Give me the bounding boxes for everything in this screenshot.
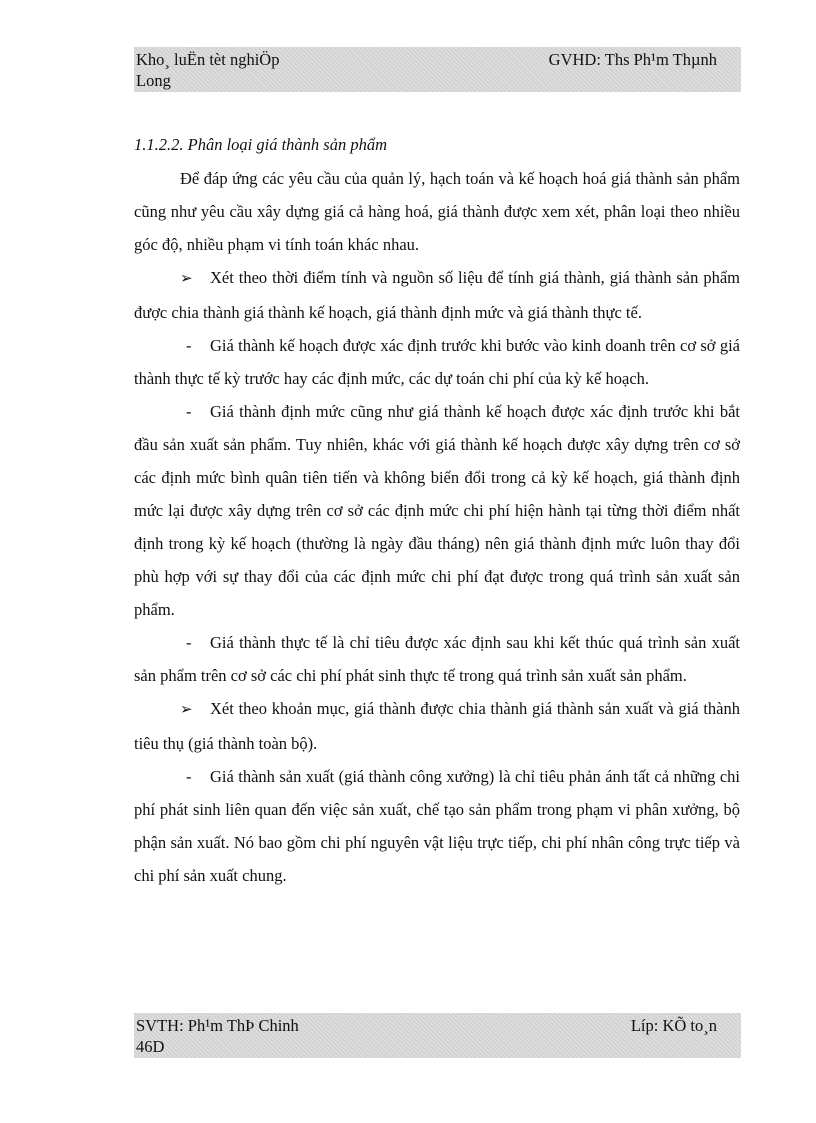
arrow-bullet-icon: ➢ xyxy=(180,702,193,718)
header-thesis-label: Kho¸ luËn tèt nghiÖp xyxy=(136,50,280,69)
header-advisor: GVHD: Ths Ph¹m Thµnh xyxy=(548,50,717,69)
document-body xyxy=(134,128,740,892)
paragraph-text: Xét theo thời điểm tính và nguồn số liệu để tính giá thành, giá thành sản phẩm được chia thành giá thành kế hoạch, giá thành định mức và giá thành thực tế. xyxy=(134,268,740,322)
footer-class: Líp: KÕ to¸n xyxy=(630,1016,717,1035)
dash-bullet: - xyxy=(186,633,192,652)
dash-bullet-paragraph xyxy=(134,395,740,626)
dash-bullet-paragraph xyxy=(134,626,740,692)
footer-class-number: 46D xyxy=(136,1037,165,1056)
page-header xyxy=(134,47,741,92)
dash-bullet-paragraph xyxy=(134,329,740,395)
section-title: 1.1.2.2. Phân loại giá thành sản phẩm xyxy=(134,135,388,154)
paragraph-text: Giá thành sản xuất (giá thành công xưởng) là chỉ tiêu phản ánh tất cả những chi phí phát sinh liên quan đến việc sản xuất, chế tạo sản phẩm trong phạm vi phân xưởng, bộ phận sản xuất. Nó bao gồm chi phí nguyên vật liệu trực tiếp, chi phí nhân công trực tiếp và chi phí sản xuất chung. xyxy=(134,767,740,885)
dash-bullet: - xyxy=(186,767,192,786)
paragraph-text: Giá thành thực tế là chỉ tiêu được xác định sau khi kết thúc quá trình sản xuất sản phẩm trên cơ sở các chi phí phát sinh thực tế trong quá trình sản xuất sản phẩm. xyxy=(134,633,740,685)
dash-bullet: - xyxy=(186,336,192,355)
paragraph-text: Để đáp ứng các yêu cầu của quản lý, hạch toán và kế hoạch hoá giá thành sản phẩm cũng như yêu cầu xây dựng giá cả hàng hoá, giá thành được xem xét, phân loại theo nhiều góc độ, nhiều phạm vi tính toán khác nhau. xyxy=(134,169,740,254)
dash-bullet-paragraph xyxy=(134,760,740,892)
paragraph-text: Giá thành định mức cũng như giá thành kế hoạch được xác định trước khi bắt đầu sản xuất sản phẩm. Tuy nhiên, khác với giá thành kế hoạch được xây dựng trên cơ sở các định mức bình quân tiên tiến và không biến đổi trong cả kỳ kế hoạch, giá thành định mức lại được xây dựng trên cơ sở các định mức chi phí hiện hành tại từng thời điểm nhất định trong kỳ kế hoạch (thường là ngày đầu tháng) nên giá thành định mức luôn thay đổi phù hợp với sự thay đổi của các định mức chi phí đạt được trong quá trình sản xuất sản phẩm. xyxy=(134,402,740,619)
paragraph xyxy=(134,162,740,261)
footer-student: SVTH: Ph¹m ThÞ Chinh xyxy=(136,1016,299,1035)
header-advisor-surname: Long xyxy=(136,71,171,90)
paragraph-text: Xét theo khoản mục, giá thành được chia thành giá thành sản xuất và giá thành tiêu thụ (giá thành toàn bộ). xyxy=(134,699,740,753)
paragraph-text: Giá thành kế hoạch được xác định trước khi bước vào kinh doanh trên cơ sở giá thành thực tế kỳ trước hay các định mức, các dự toán chi phí của kỳ kế hoạch. xyxy=(134,336,740,388)
arrow-bullet-icon: ➢ xyxy=(180,271,193,287)
arrow-bullet-paragraph xyxy=(134,692,740,760)
dash-bullet: - xyxy=(186,402,192,421)
arrow-bullet-paragraph xyxy=(134,261,740,329)
page-footer xyxy=(134,1013,741,1058)
